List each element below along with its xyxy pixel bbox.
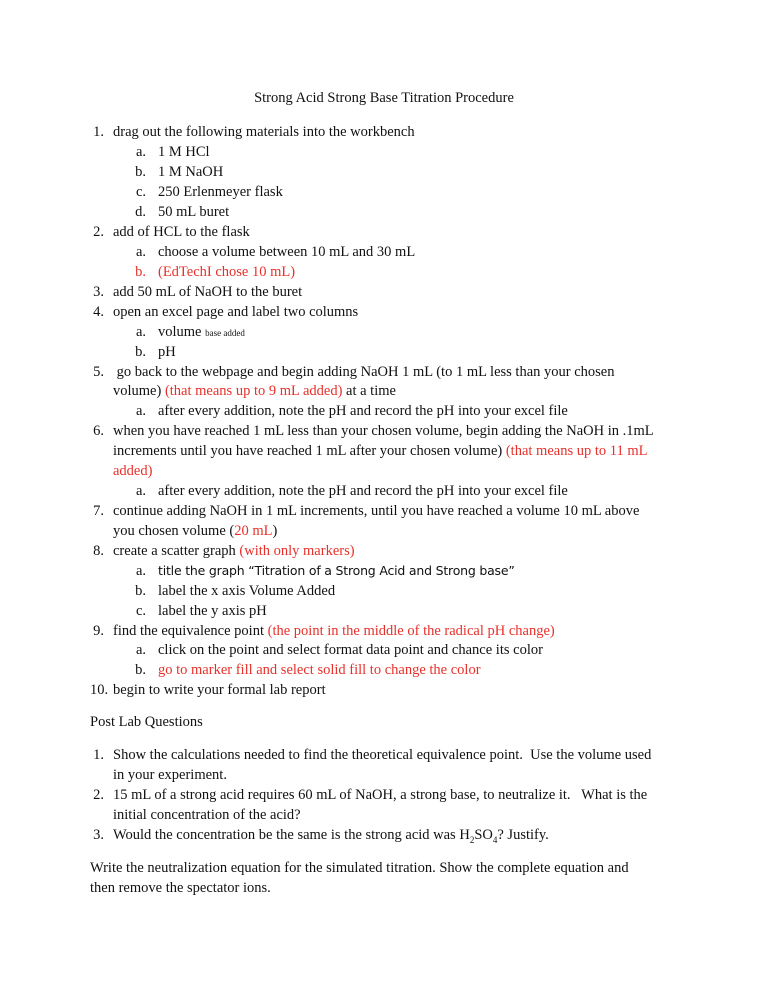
- step-6-line3: added): [113, 463, 153, 479]
- step-6-line2: increments until you have reached 1 mL after your chosen volume) (that means up to 11 mL: [113, 443, 648, 459]
- question-1-line2: in your experiment.: [113, 767, 227, 783]
- question-2-line2: initial concentration of the acid?: [113, 807, 301, 823]
- step-text: drag out the following materials into the workbench: [113, 124, 415, 140]
- post-lab-heading: Post Lab Questions: [90, 714, 203, 730]
- step-7-line2: you chosen volume (20 mL): [113, 523, 278, 539]
- step-5-line2: volume) (that means up to 9 mL added) at a time: [113, 383, 396, 399]
- final-paragraph-line2: then remove the spectator ions.: [90, 880, 271, 896]
- step-number: 1.: [93, 124, 104, 140]
- page-title: Strong Acid Strong Base Titration Procedure: [254, 90, 514, 106]
- document-page: Strong Acid Strong Base Titration Procedure 1. drag out the following materials into the workbench a. 1 M HCl b. 1 M NaOH c. 250 Erlenmeyer flask d. 50 mL buret 2. add of HCL to the flask a. choose a volume between 10 mL and 30 mL b. (EdTechI chose 10 mL) 3. add 50 mL of NaOH to the buret 4. open an excel page and label two columns a. volume base added b. pH 5. go back to the webpage and begin adding NaOH 1 mL (to 1 mL less than your chosen volume) (that means up to 9 mL added) at a time a. after every addition, note the pH and record the pH into your excel file 6. when you have reached 1 mL less than your chosen volume, begin adding the NaOH in .1mL increments until you have reached 1 mL after your chosen volume) (that means up to 11 mL added) a. after every addition, note the pH and record the pH into your excel file 7. continue adding NaOH in 1 mL increments, until you have reached a volume 10 mL above you chosen volume (20 mL) 8. create a scatter graph (with only markers) a. title the graph “Titration of a Strong Acid and Strong base” b. label the x axis Volume Added c. label the y axis pH 9. find the equivalence point (the point in the middle of the radical pH change) a. click on the point and select format data point and chance its color b. go to marker fill and select solid fill to change the color 10. begin to write your formal lab report Post Lab Questions 1. Show the calculations needed to find the theoretical equivalence point. Use the volume used in your experiment. 2. 15 mL of a strong acid requires 60 mL of NaOH, a strong base, to neutralize it. What is the initial concentration of the acid? 3. Would the concentration be the same is the strong acid was $H_2SO_4$? Justify. Write the neutralization equation for the simulated titration. Show the complete equation and then remove the spectator ions.: [0, 0, 768, 994]
- final-paragraph-line1: Write the neutralization equation for the simulated titration. Show the complete equation and: [90, 860, 629, 876]
- subscript-label: base added: [205, 328, 245, 338]
